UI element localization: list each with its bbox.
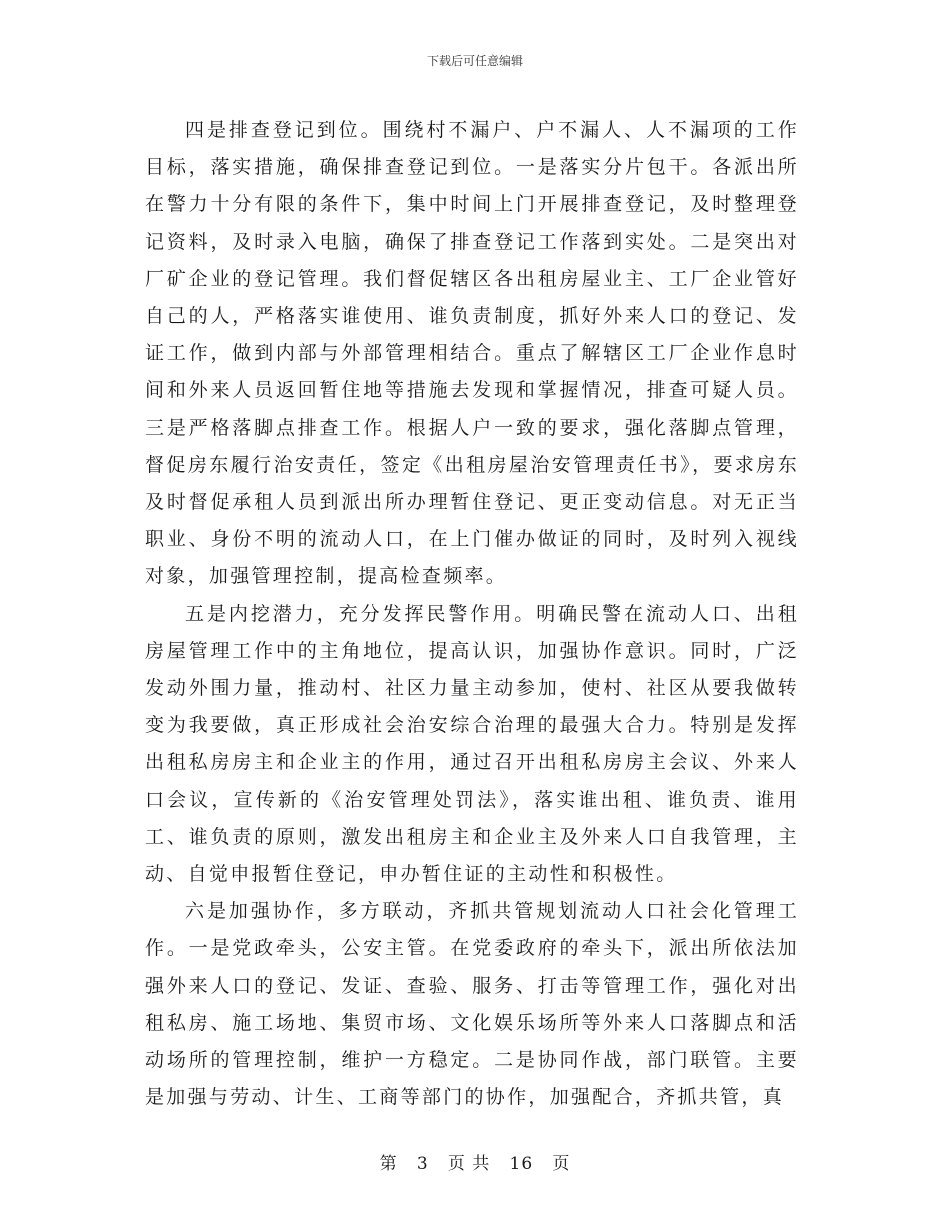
paragraph-5: 五是内挖潜力，充分发挥民警作用。明确民警在流动人口、出租房屋管理工作中的主角地位，提高认识，加强协作意识。同时，广泛发动外围力量，推动村、社区力量主动参加，使村、社区从要我做转变为我要做，真正形成社会治安综合治理的最强大合力。特别是发挥出租私房房主和企业主的作用，通过召开出租私房房主会议、外来人口会议，宣传新的《治安管理处罚法》，落实谁出租、谁负责、谁用工、谁负责的原则，激发出租房主和企业主及外来人口自我管理，主动、自觉申报暂住登记，申办暂住证的主动性和积极性。 [145,602,799,886]
current-page-number: 3 [416,1154,429,1174]
footer-suffix: 页 [552,1154,571,1174]
page-header [0,53,950,69]
total-page-count: 16 [509,1154,534,1174]
paragraph-4: 四是排查登记到位。围绕村不漏户、户不漏人、人不漏项的工作目标，落实措施，确保排查登记到位。一是落实分片包干。各派出所在警力十分有限的条件下，集中时间上门开展排查登记，及时整理登记资料，及时录入电脑，确保了排查登记工作落到实处。二是突出对厂矿企业的登记管理。我们督促辖区各出租房屋业主、工厂企业管好自己的人，严格落实谁使用、谁负责制度，抓好外来人口的登记、发证工作，做到内部与外部管理相结合。重点了解辖区工厂企业作息时间和外来人员返回暂住地等措施去发现和掌握情况，排查可疑人员。三是严格落脚点排查工作。根据人户一致的要求，强化落脚点管理，督促房东履行治安责任，签定《出租房屋治安管理责任书》，要求房东及时督促承租人员到派出所办理暂住登记、更正变动信息。对无正当职业、身份不明的流动人口，在上门催办做证的同时，及时列入视线对象，加强管理控制，提高检查频率。 [145,119,799,588]
page-footer [0,1153,950,1175]
footer-prefix: 第 [379,1154,398,1174]
footer-middle: 页 共 [447,1154,491,1174]
header-text: 下载后可任意编辑 [426,54,523,68]
paragraph-6: 六是加强协作，多方联动，齐抓共管规划流动人口社会化管理工作。一是党政牵头，公安主管。在党委政府的牵头下，派出所依法加强外来人口的登记、发证、查验、服务、打击等管理工作，强化对出租私房、施工场地、集贸市场、文化娱乐场所等外来人口落脚点和活动场所的管理控制，维护一方稳定。二是协同作战，部门联管。主要是加强与劳动、计生、工商等部门的协作，加强配合，齐抓共管，真 [145,900,799,1109]
document-body [145,112,799,1116]
